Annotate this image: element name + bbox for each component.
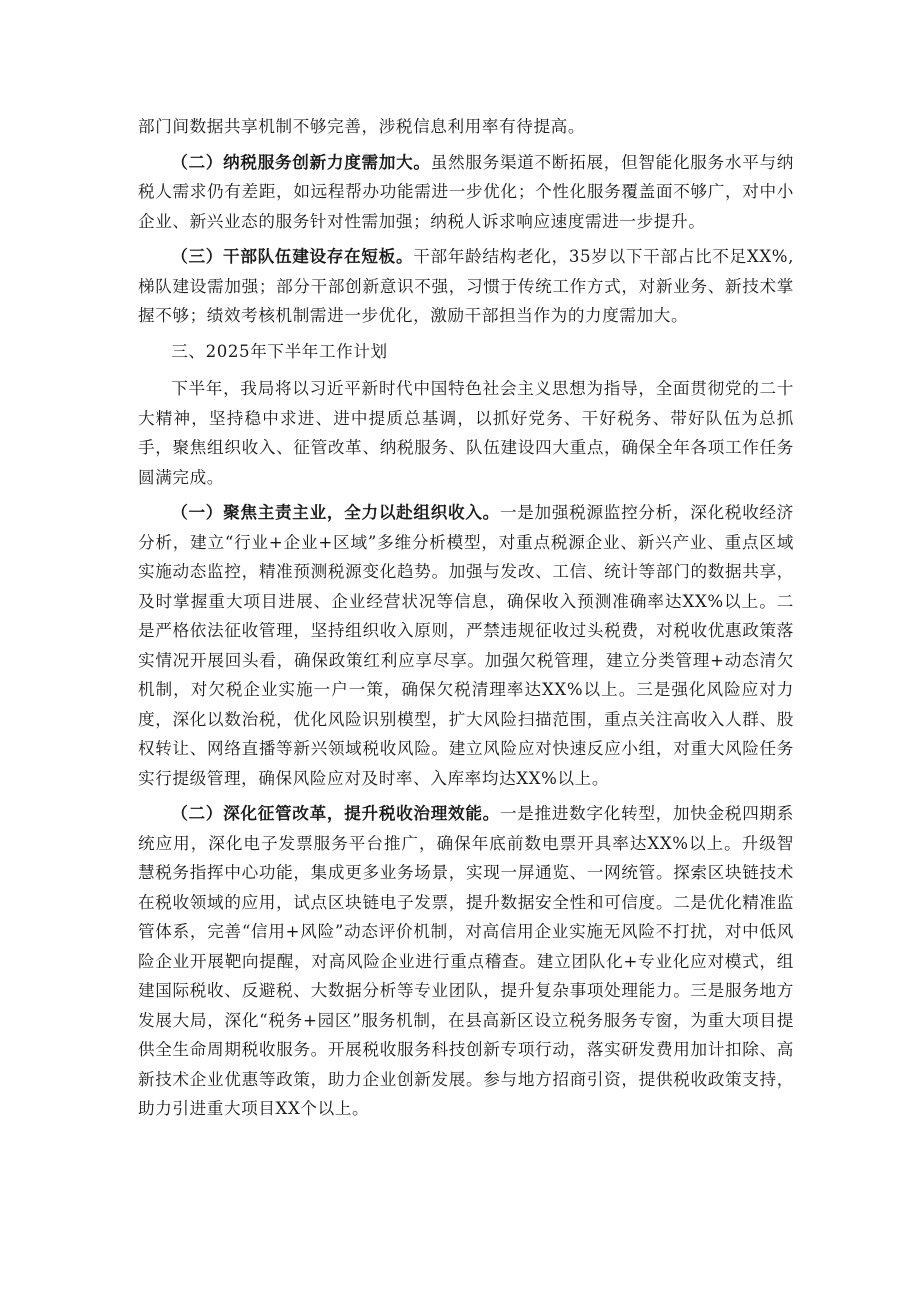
paragraph-text: 下半年，我局将以习近平新时代中国特色社会主义思想为指导，全面贯彻党的二十大精神，坚持稳中求进、进中提质总基调，以抓好党务、干好税务、带好队伍为总抓手，聚焦组织收入、征管改革、纳税服务、队伍建设四大重点，确保全年各项工作任务圆满完成。 (138, 379, 794, 487)
paragraph-lead: （一）聚焦主责主业，全力以赴组织收入。 (171, 502, 500, 522)
document-body (138, 112, 794, 1130)
paragraph-text: 一是推进数字化转型，加快金税四期系统应用，深化电子发票服务平台推广，确保年底前数电票开具率达XX%以上。升级智慧税务指挥中心功能，集成更多业务场景，实现一屏通览、一网统管。探索区块链技术在税收领域的应用，试点区块链电子发票，提升数据安全性和可信度。二是优化精准监管体系，完善“信用+风险”动态评价机制，对高信用企业实施无风险不打扰，对中低风险企业开展靶向提醒，对高风险企业进行重点稽查。建立团队化+专业化应对模式，组建国际税收、反避税、大数据分析等专业团队，提升复杂事项处理能力。三是服务地方发展大局，深化“税务+园区”服务机制，在县高新区设立税务服务专窗，为重大项目提供全生命周期税收服务。开展税收服务科技创新专项行动，落实研发费用加计扣除、高新技术企业优惠等政策，助力企业创新发展。参与地方招商引资，提供税收政策支持，助力引进重大项目XX个以上。 (138, 804, 794, 1118)
paragraph-lead: （二）纳税服务创新力度需加大。 (171, 151, 431, 172)
paragraph-text: 部门间数据共享机制不够完善，涉税信息利用率有待提高。 (138, 117, 586, 136)
paragraph-text: 一是加强税源监控分析，深化税收经济分析，建立“行业+企业+区域”多维分析模型，对重点税源企业、新兴产业、重点区域实施动态监控，精准预测税源变化趋势。加强与发改、工信、统计等部门的数据共享，及时掌握重大项目进展、企业经营状况等信息，确保收入预测准确率达XX%以上。二是严格依法征收管理，坚持组织收入原则，严禁违规征收过头税费，对税收优惠政策落实情况开展回头看，确保政策红利应享尽享。加强欠税管理，建立分类管理+动态清欠机制，对欠税企业实施一户一策，确保欠税清理率达XX%以上。三是强化风险应对力度，深化以数治税，优化风险识别模型，扩大风险扫描范围，重点关注高收入人群、股权转让、网络直播等新兴领域税收风险。建立风险应对快速反应小组，对重大风险任务实行提级管理，确保风险应对及时率、入库率均达XX%以上。 (138, 503, 794, 788)
paragraph-plan-reform (138, 799, 794, 1124)
paragraph-text: 干部年龄结构老化，35岁以下干部占比不足XX%,梯队建设需加强；部分干部创新意识不强，习惯于传统工作方式，对新业务、新技术掌握不够；绩效考核机制需进一步优化，激励干部担当作为的力度需加大。 (138, 247, 794, 325)
paragraph-lead: （二）深化征管改革，提升税收治理效能。 (171, 803, 500, 823)
paragraph-text: 虽然服务渠道不断拓展，但智能化服务水平与纳税人需求仍有差距，如远程帮办功能需进一步优化；个性化服务覆盖面不够广，对中小企业、新兴业态的服务针对性需加强；纳税人诉求响应速度需进一步提升。 (138, 152, 794, 231)
paragraph-lead: （三）干部队伍建设存在短板。 (171, 246, 414, 266)
paragraph-plan-intro (138, 374, 794, 492)
paragraph-continuation (138, 112, 794, 142)
paragraph-service-innovation (138, 148, 794, 237)
section-heading: 三、2025年下半年工作计划 (171, 341, 388, 361)
paragraph-plan-revenue (138, 498, 794, 793)
paragraph-staff-building (138, 242, 794, 331)
